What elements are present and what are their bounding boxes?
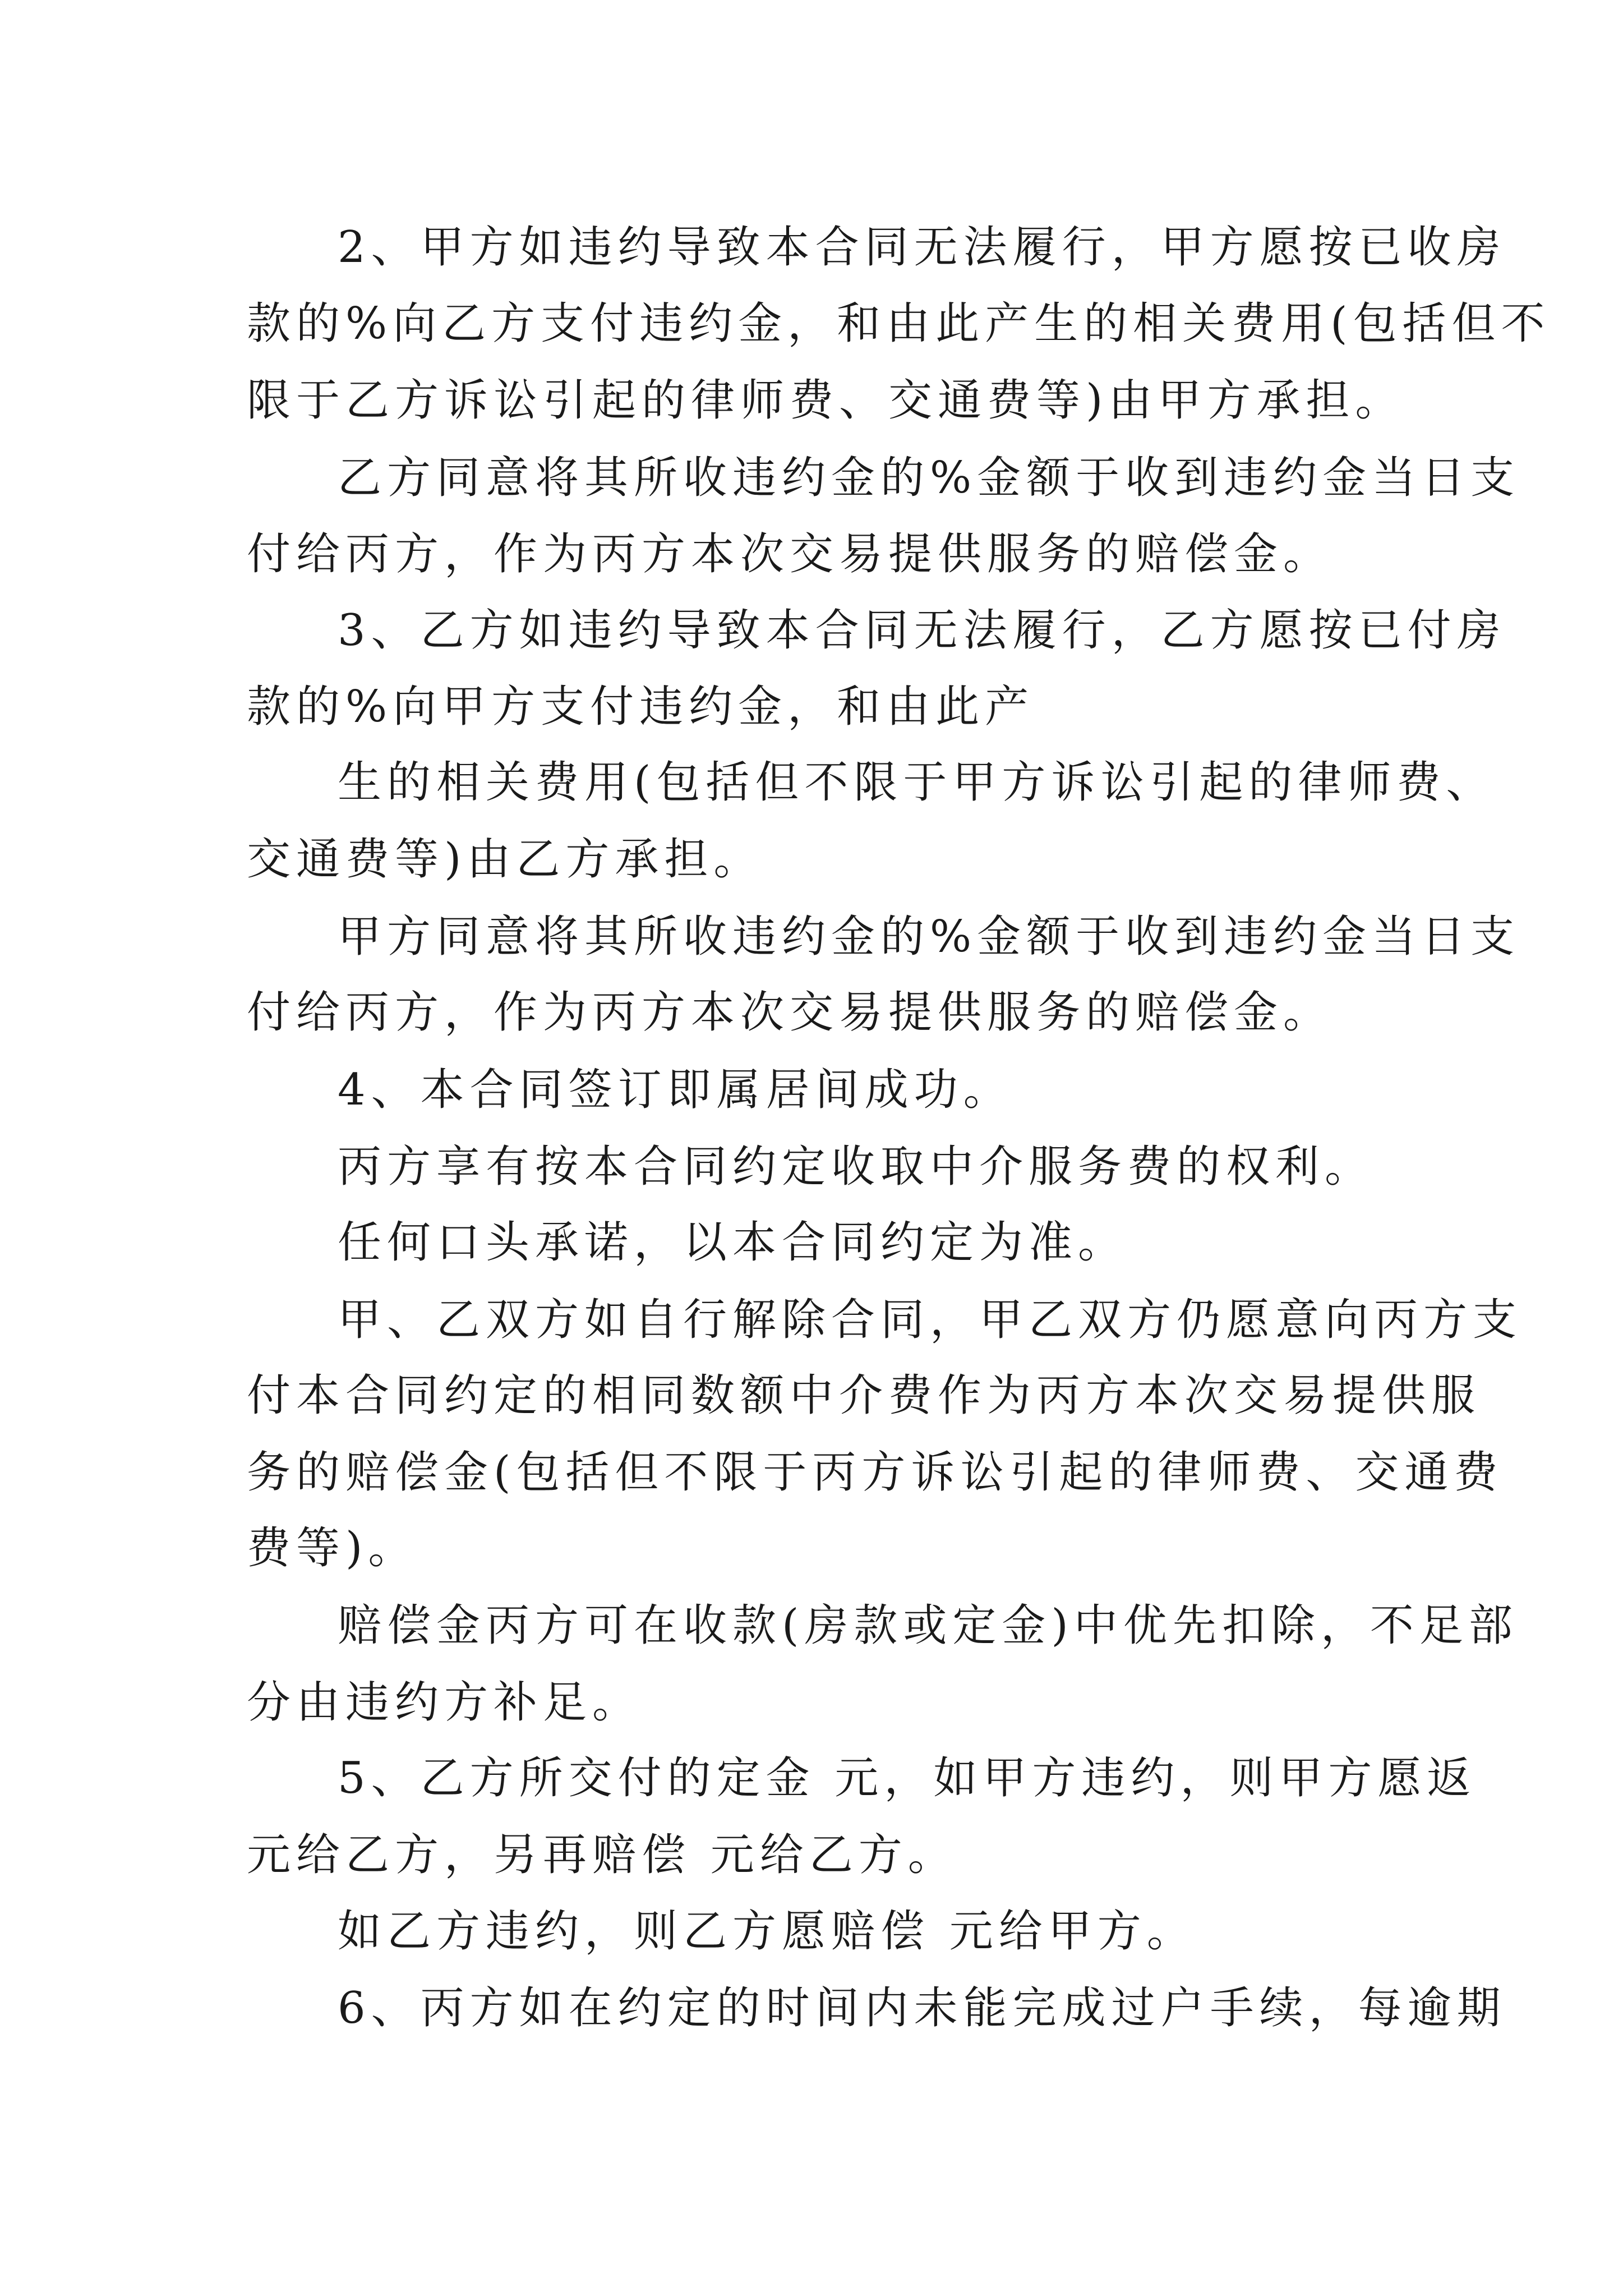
text-line: 元给乙方，另再赔偿 元给乙方。 <box>247 1830 957 1880</box>
text-line: 丙方享有按本合同约定收取中介服务费的权利。 <box>338 1142 1375 1192</box>
text-line: 费等)。 <box>247 1523 418 1573</box>
text-line: 生的相关费用(包括但不限于甲方诉讼引起的律师费、 <box>338 757 1496 808</box>
text-line: 赔偿金丙方可在收款(房款或定金)中优先扣除，不足部 <box>338 1600 1518 1651</box>
text-line: 5、乙方所交付的定金 元，如甲方违约，则甲方愿返 <box>338 1753 1477 1803</box>
text-line: 如乙方违约，则乙方愿赔偿 元给甲方。 <box>338 1906 1196 1957</box>
text-line: 限于乙方诉讼引起的律师费、交通费等)由甲方承担。 <box>247 375 1405 426</box>
text-line: 分由违约方补足。 <box>247 1677 642 1728</box>
text-line: 款的%向甲方支付违约金，和由此产 <box>247 682 1035 732</box>
text-line: 甲方同意将其所收违约金的%金额于收到违约金当日支 <box>338 912 1520 962</box>
text-line: 付给丙方，作为丙方本次交易提供服务的赔偿金。 <box>247 529 1333 579</box>
text-line: 4、本合同签订即属居间成功。 <box>338 1065 1013 1115</box>
text-line: 款的%向乙方支付违约金，和由此产生的相关费用(包括但不 <box>247 298 1551 349</box>
text-line: 甲、乙双方如自行解除合同，甲乙双方仍愿意向丙方支 <box>338 1295 1523 1345</box>
text-line: 务的赔偿金(包括但不限于丙方诉讼引起的律师费、交通费 <box>247 1447 1504 1498</box>
text-line: 交通费等)由乙方承担。 <box>247 834 763 885</box>
text-line: 乙方同意将其所收违约金的%金额于收到违约金当日支 <box>338 453 1520 503</box>
text-line: 6、丙方如在约定的时间内未能完成过户手续，每逾期 <box>338 1983 1506 2033</box>
text-line: 任何口头承诺，以本合同约定为准。 <box>338 1217 1128 1268</box>
text-line: 3、乙方如违约导致本合同无法履行，乙方愿按已付房 <box>338 605 1506 656</box>
text-line: 2、甲方如违约导致本合同无法履行，甲方愿按已收房 <box>338 222 1506 273</box>
text-line: 付本合同约定的相同数额中介费作为丙方本次交易提供服 <box>247 1370 1481 1421</box>
text-line: 付给丙方，作为丙方本次交易提供服务的赔偿金。 <box>247 987 1333 1038</box>
